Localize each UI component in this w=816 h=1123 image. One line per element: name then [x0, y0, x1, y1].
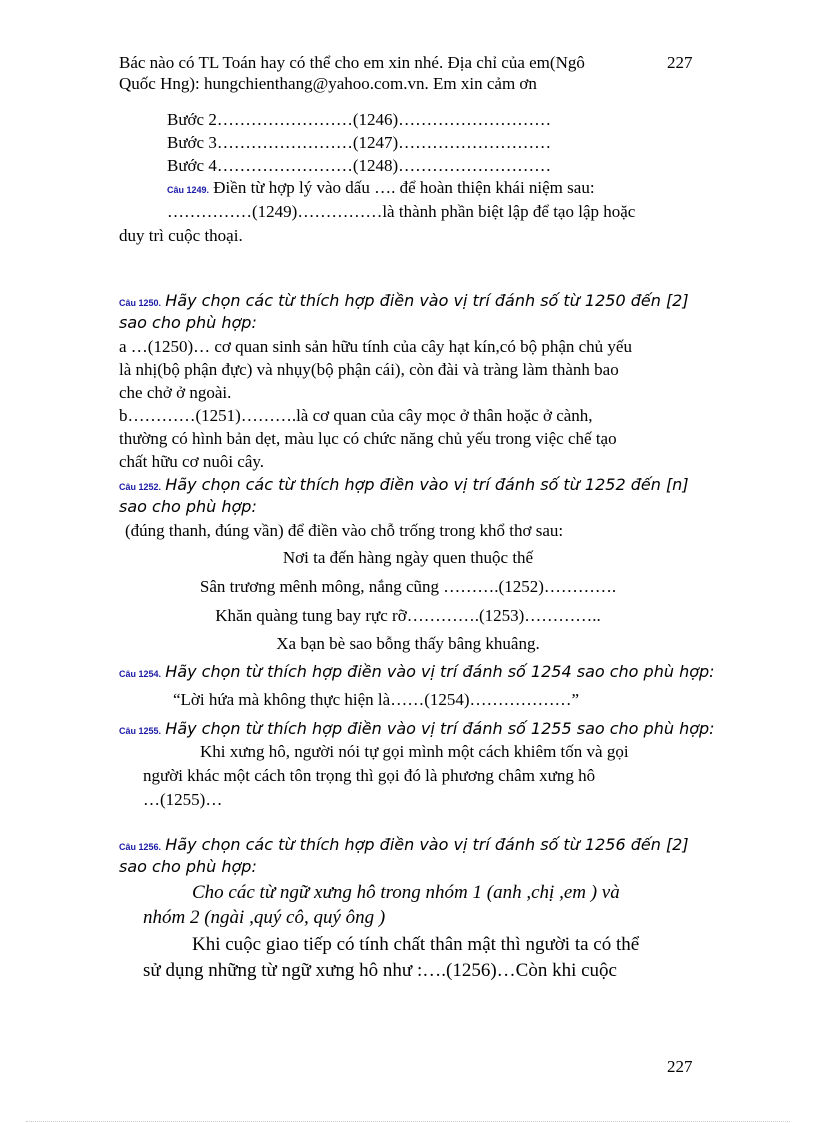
footer-page-number: 227 — [667, 1057, 693, 1076]
poem-line-4: Xa bạn bè sao bỗng thấy bâng khuâng. — [276, 634, 540, 653]
q1256-italic-2: nhóm 2 (ngài ,quý cô, quý ông ) — [143, 907, 386, 928]
question-text: Hãy chọn các từ thích hợp điền vào vị trí đánh số từ 1256 đến [2] — [165, 835, 689, 854]
question-label: Câu 1250. — [119, 298, 162, 308]
header-line-1: Bác nào có TL Toán hay có thể cho em xin nhé. Địa chỉ của em(Ngô — [119, 53, 585, 72]
q1255-paragraph-3: …(1255)… — [143, 790, 223, 809]
question-1252 — [119, 474, 689, 498]
question-1250 — [119, 290, 689, 314]
q1256-text-2: sao cho phù hợp: — [119, 857, 257, 876]
q1252-intro: (đúng thanh, đúng vần) để điền vào chỗ trống trong khổ thơ sau: — [125, 521, 564, 540]
q1256-italic-1: Cho các từ ngữ xưng hô trong nhóm 1 (anh ,chị ,em ) và — [192, 882, 620, 903]
question-1254 — [119, 661, 715, 685]
q1250-a-1: a …(1250)… cơ quan sinh sản hữu tính của cây hạt kín,có bộ phận chủ yếu — [119, 337, 632, 356]
page-bottom-divider — [26, 1121, 790, 1122]
question-label: Câu 1255. — [119, 726, 162, 736]
question-text: Hãy chọn từ thích hợp điền vào vị trí đánh số 1254 sao cho phù hợp: — [165, 662, 715, 681]
q1252-text-2: sao cho phù hợp: — [119, 497, 257, 516]
question-1256 — [119, 834, 689, 858]
q1249-line-1: ……………(1249)……………là thành phần biệt lập để tạo lập hoặc — [167, 202, 636, 221]
question-1255 — [119, 718, 715, 742]
question-text: Hãy chọn các từ thích hợp điền vào vị trí đánh số từ 1250 đến [2] — [165, 291, 689, 310]
q1250-a-2: là nhị(bộ phận đực) và nhụy(bộ phận cái), còn đài và tràng làm thành bao — [119, 360, 619, 379]
q1250-b-2: thường có hình bản dẹt, màu lục có chức năng chủ yếu trong việc chế tạo — [119, 429, 617, 448]
poem-line-3: Khăn quàng tung bay rực rỡ………….(1253)………….. — [215, 606, 601, 625]
q1250-a-3: che chở ở ngoài. — [119, 383, 232, 402]
question-label: Câu 1252. — [119, 482, 162, 492]
question-1249 — [167, 177, 595, 201]
q1255-paragraph-1: Khi xưng hô, người nói tự gọi mình một cách khiêm tốn và gọi — [200, 742, 629, 761]
q1255-paragraph-2: người khác một cách tôn trọng thì gọi đó là phương châm xưng hô — [143, 766, 596, 785]
step-2: Bước 2……………………(1246)……………………… — [167, 110, 552, 129]
q1249-line-2: duy trì cuộc thoại. — [119, 226, 243, 245]
header-page-number: 227 — [667, 53, 693, 72]
question-label: Câu 1254. — [119, 669, 162, 679]
q1250-text-2: sao cho phù hợp: — [119, 313, 257, 332]
header-line-2: Quốc Hng): hungchienthang@yahoo.com.vn. Em xin cảm ơn — [119, 74, 537, 93]
question-label: Câu 1249. — [167, 185, 210, 195]
question-text: Hãy chọn các từ thích hợp điền vào vị trí đánh số từ 1252 đến [n] — [165, 475, 689, 494]
step-3: Bước 3……………………(1247)……………………… — [167, 133, 552, 152]
question-text: Hãy chọn từ thích hợp điền vào vị trí đánh số 1255 sao cho phù hợp: — [165, 719, 715, 738]
poem-line-2: Sân trương mênh mông, nắng cũng ……….(1252)…………. — [199, 577, 617, 596]
question-text: Điền từ hợp lý vào dấu …. để hoàn thiện khái niệm sau: — [213, 178, 595, 197]
step-4: Bước 4……………………(1248)……………………… — [167, 156, 552, 175]
question-label: Câu 1256. — [119, 842, 162, 852]
q1254-quote: “Lời hứa mà không thực hiện là……(1254)………………” — [173, 690, 580, 709]
q1250-b-1: b…………(1251)……….là cơ quan của cây mọc ở thân hoặc ở cành, — [119, 406, 593, 425]
q1256-paragraph-2: sử dụng những từ ngữ xưng hô như :….(1256)…Còn khi cuộc — [143, 960, 617, 981]
q1256-paragraph-1: Khi cuộc giao tiếp có tính chất thân mật thì người ta có thể — [192, 934, 640, 955]
q1250-b-3: chất hữu cơ nuôi cây. — [119, 452, 265, 471]
poem-line-1: Nơi ta đến hàng ngày quen thuộc thế — [282, 548, 534, 567]
